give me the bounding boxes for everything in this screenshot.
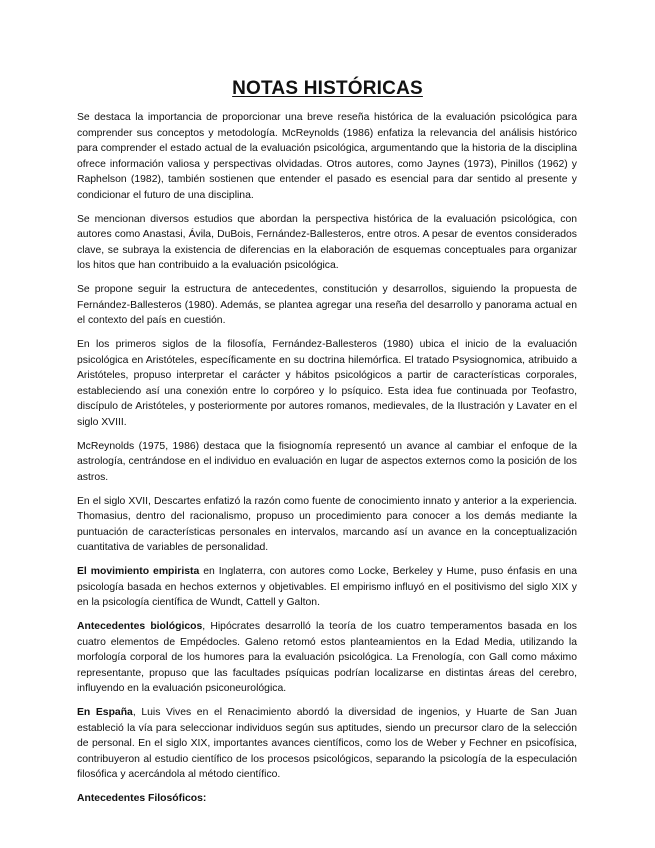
page-title: NOTAS HISTÓRICAS (232, 78, 423, 99)
paragraph-text: , Hipócrates desarrolló la teoría de los cuatro temperamentos basada en los cuatro elementos de Empédocles. Galeno retomó estos planteamientos en la Edad Media, utilizando la morfología corporal de los humores para la evaluación psicológica. La Frenología, con Gall como máximo representante, propuso que las facultades psíquicas podrían localizarse en distintas áreas del cerebro, influyendo en la evaluación psiconeurológica. (77, 621, 577, 694)
paragraph (77, 212, 577, 274)
paragraph-lead: El movimiento empirista (77, 566, 200, 577)
paragraph-text: , Luis Vives en el Renacimiento abordó la diversidad de ingenios, y Huarte de San Juan estableció la vía para seleccionar individuos según sus aptitudes, siendo un precursor claro de la selección de personal. En el siglo XIX, importantes avances científicos, como los de Weber y Fechner en psicofísica, contribuyeron al estudio científico de los procesos psicológicos, separando la psicología de la especulación filosófica y acercándola al método científico. (77, 707, 577, 780)
paragraph (77, 337, 577, 430)
paragraph (77, 564, 577, 611)
paragraph-text: Se mencionan diversos estudios que abordan la perspectiva histórica de la evaluación psicológica, con autores como Anastasi, Ávila, DuBois, Fernández-Ballesteros, entre otros. A pesar de eventos considerados clave, se subraya la existencia de diferencias en la elaboración de esquemas conceptuales para organizar los hitos que han contribuido a la evaluación psicológica. (77, 213, 577, 271)
paragraph-text: Se destaca la importancia de proporcionar una breve reseña histórica de la evaluación psicológica para comprender sus conceptos y metodología. McReynolds (1986) enfatiza la relevancia del análisis histórico para comprender el estado actual de la evaluación psicológica, argumentando que la historia de la disciplina ofrece información valiosa y perspectivas olvidadas. Otros autores, como Jaynes (1973), Pinillos (1962) y Raphelson (1982), también sostienen que entender el pasado es esencial para dar sentido al presente y condicionar el futuro de una disciplina. (77, 112, 577, 201)
document-body (77, 110, 577, 815)
paragraph (77, 619, 577, 697)
section-heading (77, 791, 577, 807)
paragraph-text: en Inglaterra, con autores como Locke, Berkeley y Hume, puso énfasis en una psicología basada en hechos externos y objetivables. El empirismo influyó en el positivismo del siglo XIX y en la psicología científica de Wundt, Cattell y Galton. (77, 566, 577, 608)
paragraph (77, 110, 577, 203)
paragraph-lead: En España (77, 707, 133, 718)
paragraph (77, 282, 577, 329)
paragraph-text: McReynolds (1975, 1986) destaca que la fisiognomía representó un avance al cambiar el enfoque de la astrología, centrándose en el individuo en evaluación en lugar de aspectos externos como la posición de los astros. (77, 440, 577, 483)
paragraph (77, 494, 577, 556)
paragraph-text: En los primeros siglos de la filosofía, Fernández-Ballesteros (1980) ubica el inicio de la evaluación psicológica en Aristóteles, específicamente en su doctrina hilemórfica. El tratado Psysiognomica, atribuido a Aristóteles, propuso interpretar el carácter y hábitos psicológicos a partir de características corporales, estableciendo así una conexión entre lo corpóreo y lo psíquico. Esta idea fue continuada por Teofastro, discípulo de Aristóteles, y posteriormente por autores romanos, medievales, de la Ilustración y Lavater en el siglo XVIII. (77, 339, 577, 428)
paragraph-text: Se propone seguir la estructura de antecedentes, constitución y desarrollos, siguiendo la propuesta de Fernández-Ballesteros (1980). Además, se plantea agregar una reseña del desarrollo y panorama actual en el contexto del país en cuestión. (77, 284, 577, 326)
paragraph-lead: Antecedentes biológicos (77, 621, 203, 632)
paragraph-text: En el siglo XVII, Descartes enfatizó la razón como fuente de conocimiento innato y anterior a la experiencia. Thomasius, dentro del racionalismo, propuso un procedimiento para conocer a los demás mediante la puntuación de características personales en intervalos, marcando así un avance en la conceptualización cuantitativa de variables de personalidad. (77, 495, 577, 553)
paragraph (77, 705, 577, 783)
paragraph (77, 439, 577, 486)
section-heading-text: Antecedentes Filosóficos: (77, 793, 207, 804)
